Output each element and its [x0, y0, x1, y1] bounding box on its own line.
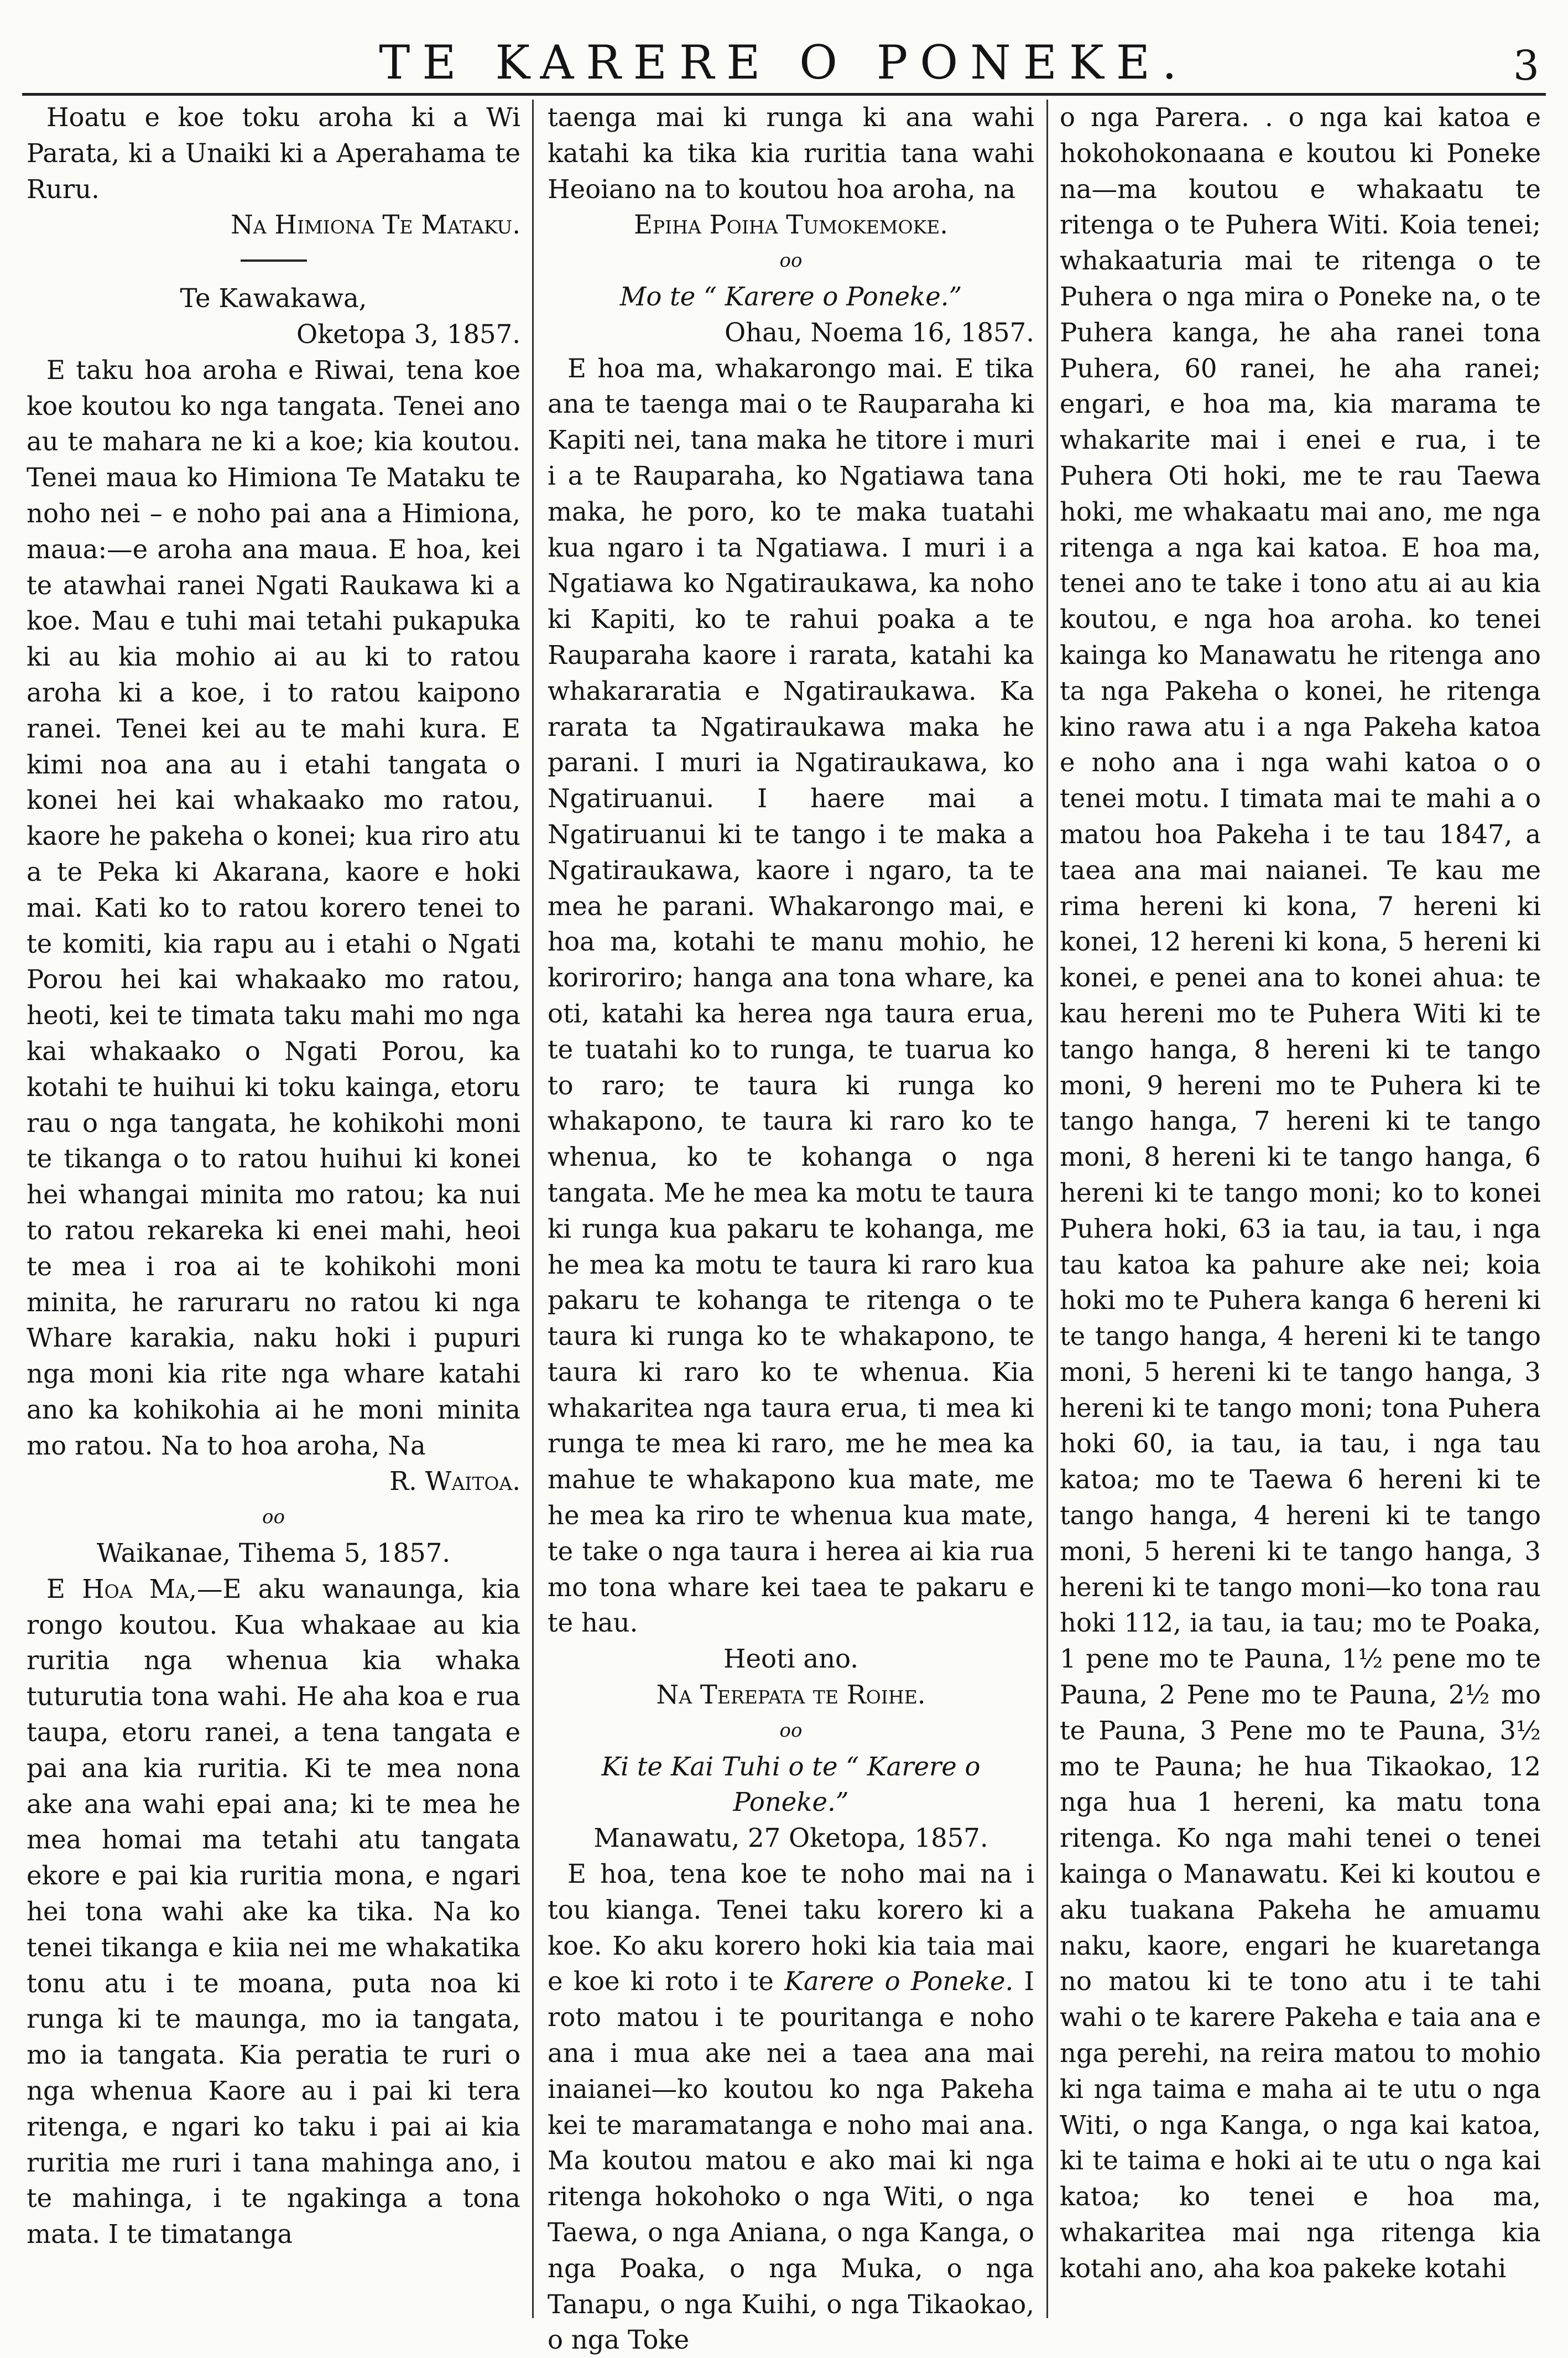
column-2 — [548, 100, 1034, 2355]
short-rule — [241, 259, 307, 262]
column-divider — [1046, 100, 1048, 2318]
continued-signature: Epiha Poiha Tumokemoke. — [633, 210, 949, 240]
letter3-place-date: Waikanae, Tihema 5, 1857. — [96, 1538, 451, 1568]
column3-body: o nga Parera. . o nga kai katoa e hokohokonaana e koutou ki Poneke na—ma koutou e whakaatu te ritenga o te Puhera Witi. Koia tenei; whakaaturia mai te ritenga o te Puhera o nga mira o Poneke na, o te Puhera kanga, he aha ranei tona Puhera, 60 ranei, he aha ranei; engari, e hoa ma, kia marama te whakarite mai i enei e rua, i te Puhera Oti hoki, me te rau Taewa hoki, me whakaatu mai ano, me nga ritenga a nga kai katoa. E hoa ma, tenei ano te take i tono atu ai au kia koutou, e nga hoa aroha. ko tenei kainga ko Manawatu he ritenga ano ta nga Pakeha o konei, he ritenga kino rawa atu i a nga Pakeha katoa e noho ana i nga wahi katoa o o tenei motu. I timata mai te mahi a o matou hoa Pakeha i te tau 1847, a taea ana mai naianei. Te kau me rima hereni ki kona, 7 hereni ki konei, 12 hereni ki kona, 5 hereni ki konei, e penei ana to konei ahua: te kau hereni mo te Puhera Witi ki te tango hanga, 8 hereni ki te tango moni, 9 hereni mo te Puhera ki te tango hanga, 7 hereni ki te tango moni, 8 hereni ki te tango hanga, 6 hereni ki te tango moni; ko to konei Puhera hoki, 63 ia tau, ia tau, i nga tau katoa ka pahure ake nei; koia hoki mo te Puhera kanga 6 hereni ki te tango hanga, 4 hereni ki te tango moni, 5 hereni ki te tango hanga, 3 hereni ki te tango moni; tona Puhera hoki 60, ia tau, ia tau, i nga tau katoa; mo te Taewa 6 hereni ki te tango hanga, 4 hereni ki te tango moni, 5 hereni ki te tango hanga, 3 hereni ki te tango moni—ko tona rau hoki 112, ia tau, ia tau; mo te Poaka, 1 pene mo te Pauna, 1½ pene mo te Pauna, 2 Pene mo te Pauna, 2½ mo te Pauna, 3 Pene mo te Pauna, 3½ mo te Pauna; he hua Tikaokao, 12 nga hua 1 hereni, ka matu tona ritenga. Ko nga mahi tenei o tenei kainga o Manawatu. Kei ki koutou e aku tuakana Pakeha he amuamu naku, kaore, engari he kuaretanga no matou ki te tono atu i te tahi wahi o te karere Pakeha e taia ana e nga perehi, na reira matou to mohio ki nga taima e maha ai te utu o nga Witi, o nga Kanga, o nga kai katoa, ki te taima e hoki ai te utu o nga kai katoa; ko tenei e hoa ma, whakaritea mai nga ritenga kia kotahi ano, aha koa pakeke kotahi — [1060, 102, 1541, 2283]
letter5-text-b: I roto matou i te pouritanga e noho ana i mua ake nei a taea ana mai inaianei—ko koutou ko nga Pakeha kei te maramatanga e noho mai ana. Ma koutou matou e ako mai ki nga ritenga hokohoko o nga Witi, o nga Taewa, o nga Aniana, o nga Kanga, o nga Poaka, o nga Muka, o nga Tanapu, o nga Kuihi, o nga Tikaokao, o nga Toke — [548, 1966, 1034, 2355]
letter4-signature: Na Terepata te Roihe. — [656, 1680, 926, 1710]
column-3 — [1060, 100, 1541, 2324]
letter2-body: E taku hoa aroha e Riwai, tena koe koe koutou ko nga tangata. Tenei ano au te mahara ne ki a koe; kia koutou. Tenei maua ko Himiona Te Mataku te noho nei – e noho pai ana a Himiona, maua:—e aroha ana maua. E hoa, kei te atawhai ranei Ngati Raukawa ki a koe. Mau e tuhi mai tetahi pukapuka ki au kia mohio ai au ki to ratou aroha ki a koe, i to ratou kaipono ranei. Tenei kei au te mahi kura. E kimi noa ana au i etahi tangata o konei hei kai whakaako mo ratou, kaore he pakeha o konei; kua riro atu a te Peka ki Akarana, kaore e hoki mai. Kati ko to ratou korero tenei to te komiti, kia rapu au i etahi o Ngati Porou hei kai whakaako mo ratou, heoti, kei te timata taku mahi mo nga kai whakaako o Ngati Porou, ka kotahi te huihui ki toku kainga, etoru rau o nga tangata, he kohikohi moni te tikanga o to ratou huihui ki konei hei whangai minita mo ratou; ka nui to ratou rekareka ki enei mahi, heoi te mea i roa ai te kohikohi moni minita, he raruraru no ratou ki nga Whare karakia, naku hoki i pupuri nga moni kia rite nga whare katahi ano ka kohikohia ai he moni minita mo ratou. Na to hoa aroha, Na — [27, 355, 520, 1461]
header-rule — [22, 93, 1546, 96]
separator: oo — [779, 250, 803, 272]
letter2-date: Oketopa 3, 1857. — [296, 319, 520, 349]
letter3-body — [27, 1571, 520, 2252]
continued-body: taenga mai ki runga ki ana wahi katahi ka tika kia ruritia tana wahi Heoiano na to koutou hoa aroha, na — [548, 102, 1034, 204]
letter5-heading: Ki te Kai Tuhi o te “ Karere o Poneke.” — [601, 1751, 981, 1817]
letter2-signature: R. Waitoa. — [389, 1466, 520, 1497]
page-number: 3 — [1513, 42, 1539, 90]
column-1 — [27, 100, 520, 2324]
letter3-salutation: E Hoa Ma, — [46, 1573, 197, 1604]
letter2-place: Te Kawakawa, — [180, 283, 367, 314]
letter4-body: E hoa ma, whakarongo mai. E tika ana te taenga mai o te Rauparaha ki Kapiti nei, tana maka he titore i muri i a te Rauparaha, ko Ngatiawa tana maka, he poro, ko te maka tuatahi kua ngaro i ta Ngatiawa. I muri i a Ngatiawa ko Ngatiraukawa, ka noho ki Kapiti, ko te rahui poaka a te Rauparaha kaore i rarata, katahi ka whakararatia e Ngatiraukawa. Ka rarata ta Ngatiraukawa maka he parani. I muri ia Ngatiraukawa, ko Ngatiruanui. I haere mai a Ngatiruanui ki te tango i te maka a Ngatiraukawa, kaore i ngaro, ta te mea he parani. Whakarongo mai, e hoa ma, kotahi te manu mohio, he koriroriro; hanga ana tona whare, ka oti, katahi ka herea nga taura erua, te tuatahi ko to runga, te tuarua ko to raro; te taura ki runga ko whakapono, te taura ki raro ko te whenua, ko te kohanga o nga tangata. Me he mea ka motu te taura ki runga kua pakaru te kohanga, me he mea ka motu te taura ki raro kua pakaru te kohanga te ritenga o te taura ki runga ko te whakapono, te taura ki raro ko te whenua. Kia whakaritea nga taura erua, ti mea ki runga te mea ki raro, me he mea ka mahue te whakapono kua mate, me he mea ka riro te whenua kua mate, te take o nga taura i herea ai kia rua mo tona whare kei taea te pakaru e te hau. — [548, 353, 1034, 1638]
separator: oo — [779, 1719, 803, 1742]
letter5-body — [548, 1856, 1034, 2358]
letter3-text: —E aku wanaunga, kia rongo koutou. Kua whakaae au kia ruritia nga whenua kia whaka tuturutia tona wahi. He aha koa e rua taupa, etoru ranei, a tena tangata e pai ana kia ruritia. Ki te mea nona ake ana wahi epai ana; ki te mea he mea homai ma tetahi atu tangata ekore e pai kia ruritia mona, e ngari hei tona wahi ake ka tika. Na ko tenei tikanga e kiia nei me whakatika tonu atu i te moana, puta noa ki runga ki te maunga, mo ia tangata, mo ia tangata. Kia peratia te ruri o nga whenua Kaore au i pai ki tera ritenga, e ngari ko taku i pai ai kia ruritia me ruri i tana mahinga ano, i te mahinga, i te ngakinga a tona mata. I te timatanga — [27, 1573, 520, 2250]
letter4-heading: Mo te “ Karere o Poneke.” — [619, 281, 962, 311]
newspaper-title: TE KARERE O PONEKE. — [379, 35, 1189, 90]
letter1-signature: Na Himiona Te Mataku. — [231, 210, 520, 240]
letter1-body: Hoatu e koe toku aroha ki a Wi Parata, ki a Unaiki ki a Aperahama te Ruru. — [27, 102, 520, 204]
letter5-place-date: Manawatu, 27 Oketopa, 1857. — [593, 1823, 988, 1853]
separator: oo — [262, 1506, 285, 1529]
masthead — [0, 32, 1568, 93]
column-divider — [532, 100, 534, 2318]
letter5-paper-name: Karere o Poneke. — [784, 1966, 1014, 1997]
letter4-closing: Heoti ano. — [723, 1644, 859, 1674]
letter5-text-a: E hoa, tena koe te noho mai na i tou kianga. Tenei taku korero ki a koe. Ko aku korero hoki kia taia mai e koe ki roto i te — [548, 1859, 1034, 1997]
letter4-place-date: Ohau, Noema 16, 1857. — [725, 317, 1034, 347]
